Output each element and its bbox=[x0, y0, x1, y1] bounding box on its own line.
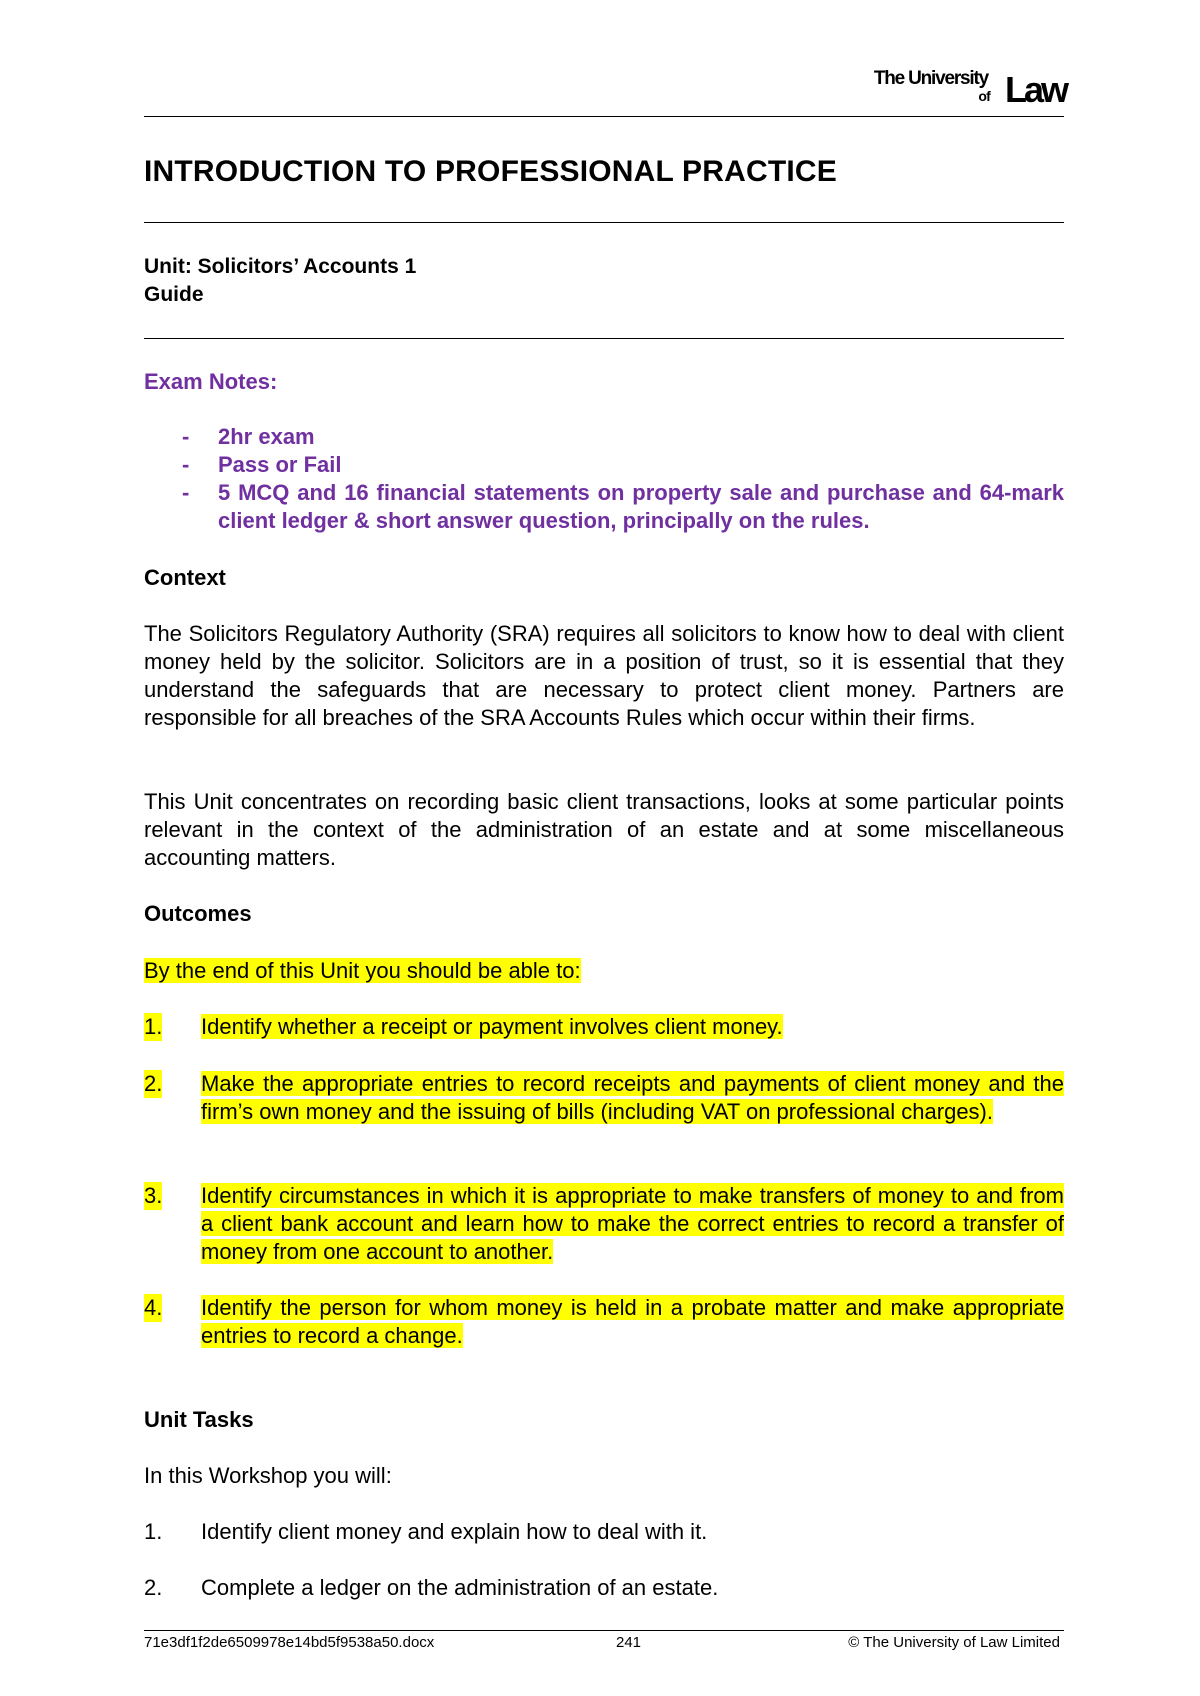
page-title: INTRODUCTION TO PROFESSIONAL PRACTICE bbox=[144, 155, 837, 188]
task-text: Identify client money and explain how to deal with it. bbox=[201, 1519, 708, 1544]
logo-line-2: of bbox=[978, 88, 990, 104]
task-text: Complete a ledger on the administration of an estate. bbox=[201, 1575, 719, 1600]
footer-filename: 71e3df1f2de6509978e14bd5f9538a50.docx bbox=[144, 1634, 435, 1651]
outcome-number: 1. bbox=[144, 1014, 163, 1039]
university-of-law-logo bbox=[846, 66, 1066, 110]
task-number: 2. bbox=[144, 1575, 163, 1600]
unit-heading bbox=[144, 253, 416, 309]
bullet-dash: - bbox=[182, 424, 190, 449]
outcomes-heading: Outcomes bbox=[144, 901, 252, 926]
footer-copyright: © The University of Law Limited bbox=[848, 1634, 1060, 1651]
outcomes-intro-text: By the end of this Unit you should be able to: bbox=[144, 958, 581, 983]
outcome-number: 4. bbox=[144, 1295, 163, 1320]
exam-note-text: Pass or Fail bbox=[218, 452, 342, 477]
context-heading: Context bbox=[144, 565, 226, 590]
unit-name: Unit: Solicitors’ Accounts 1 bbox=[144, 255, 417, 278]
context-paragraph: The Solicitors Regulatory Authority (SRA) requires all solicitors to know how to deal with client money held by the solicitor. Solicitors are in a position of trust, so it is essential that they understand the safeguards that are necessary to protect client money. Partners are responsible for all breaches of the SRA Accounts Rules which occur within their firms. bbox=[144, 621, 1064, 730]
outcome-text: Identify the person for whom money is held in a probate matter and make appropriate entries to record a change. bbox=[201, 1295, 1064, 1348]
logo-line-3: Law bbox=[1004, 69, 1066, 110]
outcome-text-wrap bbox=[201, 1013, 1064, 1041]
exam-notes-heading: Exam Notes: bbox=[144, 369, 278, 394]
outcome-text: Identify whether a receipt or payment involves client money. bbox=[201, 1014, 783, 1039]
task-number: 1. bbox=[144, 1519, 163, 1544]
unit-tasks-heading: Unit Tasks bbox=[144, 1407, 254, 1432]
tasks-intro: In this Workshop you will: bbox=[144, 1463, 392, 1488]
header-rule bbox=[144, 116, 1064, 117]
exam-note-text: 2hr exam bbox=[218, 424, 315, 449]
outcome-number: 3. bbox=[144, 1183, 163, 1208]
unit-subtitle: Guide bbox=[144, 283, 204, 306]
outcome-text-wrap bbox=[201, 1294, 1064, 1350]
outcomes-intro bbox=[144, 957, 1064, 985]
footer-page-number: 241 bbox=[616, 1634, 642, 1651]
context-paragraph: This Unit concentrates on recording basic client transactions, looks at some particular points relevant in the context of the administration of an estate and at some miscellaneous accounting matters. bbox=[144, 789, 1064, 870]
unit-rule bbox=[144, 338, 1064, 339]
footer-rule bbox=[144, 1630, 1064, 1631]
outcome-text: Make the appropriate entries to record receipts and payments of client money and the firm’s own money and the issuing of bills (including VAT on professional charges). bbox=[201, 1071, 1064, 1124]
bullet-dash: - bbox=[182, 480, 190, 505]
title-rule bbox=[144, 222, 1064, 223]
logo-line-1: The University bbox=[873, 68, 988, 89]
bullet-dash: - bbox=[182, 452, 190, 477]
outcome-text: Identify circumstances in which it is appropriate to make transfers of money to and from a client bank account and learn how to make the correct entries to record a transfer of money from one account to another. bbox=[201, 1183, 1064, 1264]
outcome-number: 2. bbox=[144, 1071, 163, 1096]
outcome-text-wrap bbox=[201, 1182, 1064, 1266]
exam-note-text: 5 MCQ and 16 financial statements on property sale and purchase and 64-mark client ledger & short answer question, principally on the rules. bbox=[218, 480, 1064, 533]
outcome-text-wrap bbox=[201, 1070, 1064, 1126]
